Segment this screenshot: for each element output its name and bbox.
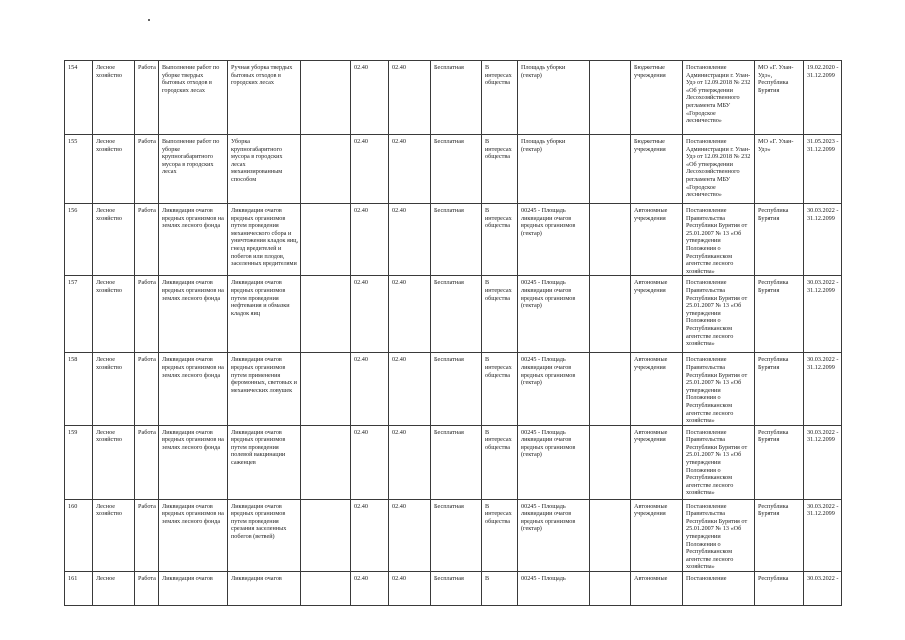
work-name-cell: Выполнение работ по уборке твердых бытовых отходов в городских лесах bbox=[159, 61, 228, 135]
type-cell: Работа bbox=[135, 353, 159, 425]
legal-basis-cell: Постановление bbox=[683, 572, 755, 606]
okved-code-cell-2: 02.40 bbox=[389, 425, 431, 499]
payment-cell: Бесплатная bbox=[431, 276, 482, 353]
period-cell: 30.03.2022 - 31.12.2099 bbox=[804, 425, 842, 499]
institution-type-cell: Автономные учреждения bbox=[631, 204, 683, 276]
payment-cell: Бесплатная bbox=[431, 572, 482, 606]
table-row bbox=[65, 204, 842, 276]
work-content-cell: Ликвидация очагов вредных организмов путем проведения нефтевания и обмазки кладок яиц bbox=[228, 276, 301, 353]
okved-code-cell-2: 02.40 bbox=[389, 499, 431, 571]
work-name-cell: Выполнение работ по уборке крупногабаритного мусора в городских лесах bbox=[159, 135, 228, 204]
measure-cell: Площадь уборки (гектар) bbox=[518, 61, 590, 135]
empty-cell bbox=[590, 135, 631, 204]
authority-cell: Республика Бурятия bbox=[755, 425, 804, 499]
work-name-cell: Ликвидация очагов вредных организмов на землях лесного фонда bbox=[159, 425, 228, 499]
work-name-cell: Ликвидация очагов вредных организмов на землях лесного фонда bbox=[159, 353, 228, 425]
work-name-cell: Ликвидация очагов вредных организмов на землях лесного фонда bbox=[159, 276, 228, 353]
okved-code-cell-2: 02.40 bbox=[389, 276, 431, 353]
okved-code-cell-2: 02.40 bbox=[389, 135, 431, 204]
institution-type-cell: Автономные bbox=[631, 572, 683, 606]
table-row bbox=[65, 572, 842, 606]
okved-code-cell-2: 02.40 bbox=[389, 61, 431, 135]
interest-cell: В интересах общества bbox=[482, 135, 518, 204]
work-content-cell: Уборка крупногабаритного мусора в городских лесах механизированным способом bbox=[228, 135, 301, 204]
legal-basis-cell: Постановление Правительства Республики Бурятия от 25.01.2007 № 13 «Об утверждении Положения о Республиканском агентстве лесного хозяйства» bbox=[683, 276, 755, 353]
payment-cell: Бесплатная bbox=[431, 499, 482, 571]
okved-code-cell: 02.40 bbox=[351, 276, 389, 353]
table-row bbox=[65, 499, 842, 571]
authority-cell: Республика Бурятия bbox=[755, 204, 804, 276]
work-content-cell: Ликвидация очагов вредных организмов путем применения феромонных, световых и механических ловушек bbox=[228, 353, 301, 425]
authority-cell: Республика bbox=[755, 572, 804, 606]
empty-cell bbox=[590, 572, 631, 606]
period-cell: 31.05.2023 - 31.12.2099 bbox=[804, 135, 842, 204]
legal-basis-cell: Постановление Администрации г. Улан-Удэ от 12.09.2018 № 232 «Об утверждении Лесохозяйственного регламента МБУ «Городское лесничество» bbox=[683, 135, 755, 204]
payment-cell: Бесплатная bbox=[431, 425, 482, 499]
authority-cell: Республика Бурятия bbox=[755, 499, 804, 571]
interest-cell: В интересах общества bbox=[482, 61, 518, 135]
okved-code-cell: 02.40 bbox=[351, 353, 389, 425]
sector-cell: Лесное хозяйство bbox=[93, 353, 135, 425]
type-cell: Работа bbox=[135, 499, 159, 571]
institution-type-cell: Автономные учреждения bbox=[631, 425, 683, 499]
sector-cell: Лесное хозяйство bbox=[93, 425, 135, 499]
type-cell: Работа bbox=[135, 61, 159, 135]
authority-cell: Республика Бурятия bbox=[755, 276, 804, 353]
period-cell: 30.03.2022 - bbox=[804, 572, 842, 606]
sector-cell: Лесное хозяйство bbox=[93, 276, 135, 353]
empty-cell bbox=[590, 425, 631, 499]
interest-cell: В интересах общества bbox=[482, 204, 518, 276]
interest-cell: В интересах общества bbox=[482, 499, 518, 571]
type-cell: Работа bbox=[135, 425, 159, 499]
measure-cell: 00245 - Площадь ликвидации очагов вредных организмов (гектар) bbox=[518, 204, 590, 276]
measure-cell: 00245 - Площадь bbox=[518, 572, 590, 606]
empty-cell bbox=[301, 135, 351, 204]
authority-cell: Республика Бурятия bbox=[755, 353, 804, 425]
measure-cell: 00245 - Площадь ликвидации очагов вредных организмов (гектар) bbox=[518, 353, 590, 425]
sector-cell: Лесное bbox=[93, 572, 135, 606]
work-content-cell: Ликвидация очагов вредных организмов путем проведения срезания заселенных побегов (ветвей) bbox=[228, 499, 301, 571]
empty-cell bbox=[590, 276, 631, 353]
empty-cell bbox=[301, 61, 351, 135]
row-number: 161 bbox=[65, 572, 93, 606]
authority-cell: МО «Г. Улан-Удэ» bbox=[755, 135, 804, 204]
authority-cell: МО «Г. Улан-Удэ», Республика Бурятия bbox=[755, 61, 804, 135]
table-row bbox=[65, 61, 842, 135]
institution-type-cell: Бюджетные учреждения bbox=[631, 135, 683, 204]
work-content-cell: Ликвидация очагов вредных организмов путем проведения механического сбора и уничтожения кладок яиц, гнезд вредителей и побегов или плодов, заселенных вредителями bbox=[228, 204, 301, 276]
measure-cell: 00245 - Площадь ликвидации очагов вредных организмов (гектар) bbox=[518, 276, 590, 353]
payment-cell: Бесплатная bbox=[431, 353, 482, 425]
okved-code-cell-2: 02.40 bbox=[389, 353, 431, 425]
empty-cell bbox=[590, 204, 631, 276]
work-content-cell: Ликвидация очагов bbox=[228, 572, 301, 606]
measure-cell: 00245 - Площадь ликвидации очагов вредных организмов (гектар) bbox=[518, 499, 590, 571]
period-cell: 30.03.2022 - 31.12.2099 bbox=[804, 499, 842, 571]
institution-type-cell: Бюджетные учреждения bbox=[631, 61, 683, 135]
okved-code-cell-2: 02.40 bbox=[389, 204, 431, 276]
type-cell: Работа bbox=[135, 135, 159, 204]
institution-type-cell: Автономные учреждения bbox=[631, 499, 683, 571]
row-number: 158 bbox=[65, 353, 93, 425]
work-name-cell: Ликвидация очагов bbox=[159, 572, 228, 606]
empty-cell bbox=[301, 425, 351, 499]
empty-cell bbox=[301, 499, 351, 571]
period-cell: 30.03.2022 - 31.12.2099 bbox=[804, 276, 842, 353]
period-cell: 30.03.2022 - 31.12.2099 bbox=[804, 204, 842, 276]
empty-cell bbox=[301, 572, 351, 606]
sector-cell: Лесное хозяйство bbox=[93, 135, 135, 204]
sector-cell: Лесное хозяйство bbox=[93, 204, 135, 276]
row-number: 157 bbox=[65, 276, 93, 353]
row-number: 156 bbox=[65, 204, 93, 276]
okved-code-cell: 02.40 bbox=[351, 135, 389, 204]
table-row bbox=[65, 135, 842, 204]
empty-cell bbox=[301, 276, 351, 353]
okved-code-cell: 02.40 bbox=[351, 572, 389, 606]
row-number: 154 bbox=[65, 61, 93, 135]
empty-cell bbox=[301, 204, 351, 276]
work-name-cell: Ликвидация очагов вредных организмов на землях лесного фонда bbox=[159, 499, 228, 571]
row-number: 155 bbox=[65, 135, 93, 204]
institution-type-cell: Автономные учреждения bbox=[631, 353, 683, 425]
empty-cell bbox=[590, 61, 631, 135]
sector-cell: Лесное хозяйство bbox=[93, 499, 135, 571]
legal-basis-cell: Постановление Правительства Республики Бурятия от 25.01.2007 № 13 «Об утверждении Положения о Республиканском агентстве лесного хозяйства» bbox=[683, 204, 755, 276]
okved-code-cell-2: 02.40 bbox=[389, 572, 431, 606]
institution-type-cell: Автономные учреждения bbox=[631, 276, 683, 353]
interest-cell: В интересах общества bbox=[482, 276, 518, 353]
interest-cell: В интересах общества bbox=[482, 425, 518, 499]
type-cell: Работа bbox=[135, 204, 159, 276]
period-cell: 19.02.2020 - 31.12.2099 bbox=[804, 61, 842, 135]
measure-cell: Площадь уборки (гектар) bbox=[518, 135, 590, 204]
type-cell: Работа bbox=[135, 572, 159, 606]
legal-basis-cell: Постановление Правительства Республики Бурятия от 25.01.2007 № 13 «Об утверждении Положения о Республиканском агентстве лесного хозяйства» bbox=[683, 425, 755, 499]
work-content-cell: Ликвидация очагов вредных организмов путем проведения полевой вакцинации саженцев bbox=[228, 425, 301, 499]
empty-cell bbox=[301, 353, 351, 425]
empty-cell bbox=[590, 353, 631, 425]
measure-cell: 00245 - Площадь ликвидации очагов вредных организмов (гектар) bbox=[518, 425, 590, 499]
table-row bbox=[65, 276, 842, 353]
legal-basis-cell: Постановление Правительства Республики Бурятия от 25.01.2007 № 13 «Об утверждении Положения о Республиканском агентстве лесного хозяйства» bbox=[683, 499, 755, 571]
legal-basis-cell: Постановление Правительства Республики Бурятия от 25.01.2007 № 13 «Об утверждении Положения о Республиканском агентстве лесного хозяйства» bbox=[683, 353, 755, 425]
okved-code-cell: 02.40 bbox=[351, 425, 389, 499]
type-cell: Работа bbox=[135, 276, 159, 353]
payment-cell: Бесплатная bbox=[431, 61, 482, 135]
okved-code-cell: 02.40 bbox=[351, 499, 389, 571]
interest-cell: В bbox=[482, 572, 518, 606]
payment-cell: Бесплатная bbox=[431, 204, 482, 276]
sector-cell: Лесное хозяйство bbox=[93, 61, 135, 135]
row-number: 159 bbox=[65, 425, 93, 499]
scan-dot-mark bbox=[148, 19, 150, 21]
work-name-cell: Ликвидация очагов вредных организмов на землях лесного фонда bbox=[159, 204, 228, 276]
payment-cell: Бесплатная bbox=[431, 135, 482, 204]
legal-basis-cell: Постановление Администрации г. Улан-Удэ от 12.09.2018 № 232 «Об утверждении Лесохозяйственного регламента МБУ «Городское лесничество» bbox=[683, 61, 755, 135]
registry-table bbox=[64, 60, 842, 606]
table-row bbox=[65, 425, 842, 499]
row-number: 160 bbox=[65, 499, 93, 571]
table-row bbox=[65, 353, 842, 425]
period-cell: 30.03.2022 - 31.12.2099 bbox=[804, 353, 842, 425]
okved-code-cell: 02.40 bbox=[351, 61, 389, 135]
interest-cell: В интересах общества bbox=[482, 353, 518, 425]
work-content-cell: Ручная уборка твердых бытовых отходов в городских лесах bbox=[228, 61, 301, 135]
okved-code-cell: 02.40 bbox=[351, 204, 389, 276]
empty-cell bbox=[590, 499, 631, 571]
